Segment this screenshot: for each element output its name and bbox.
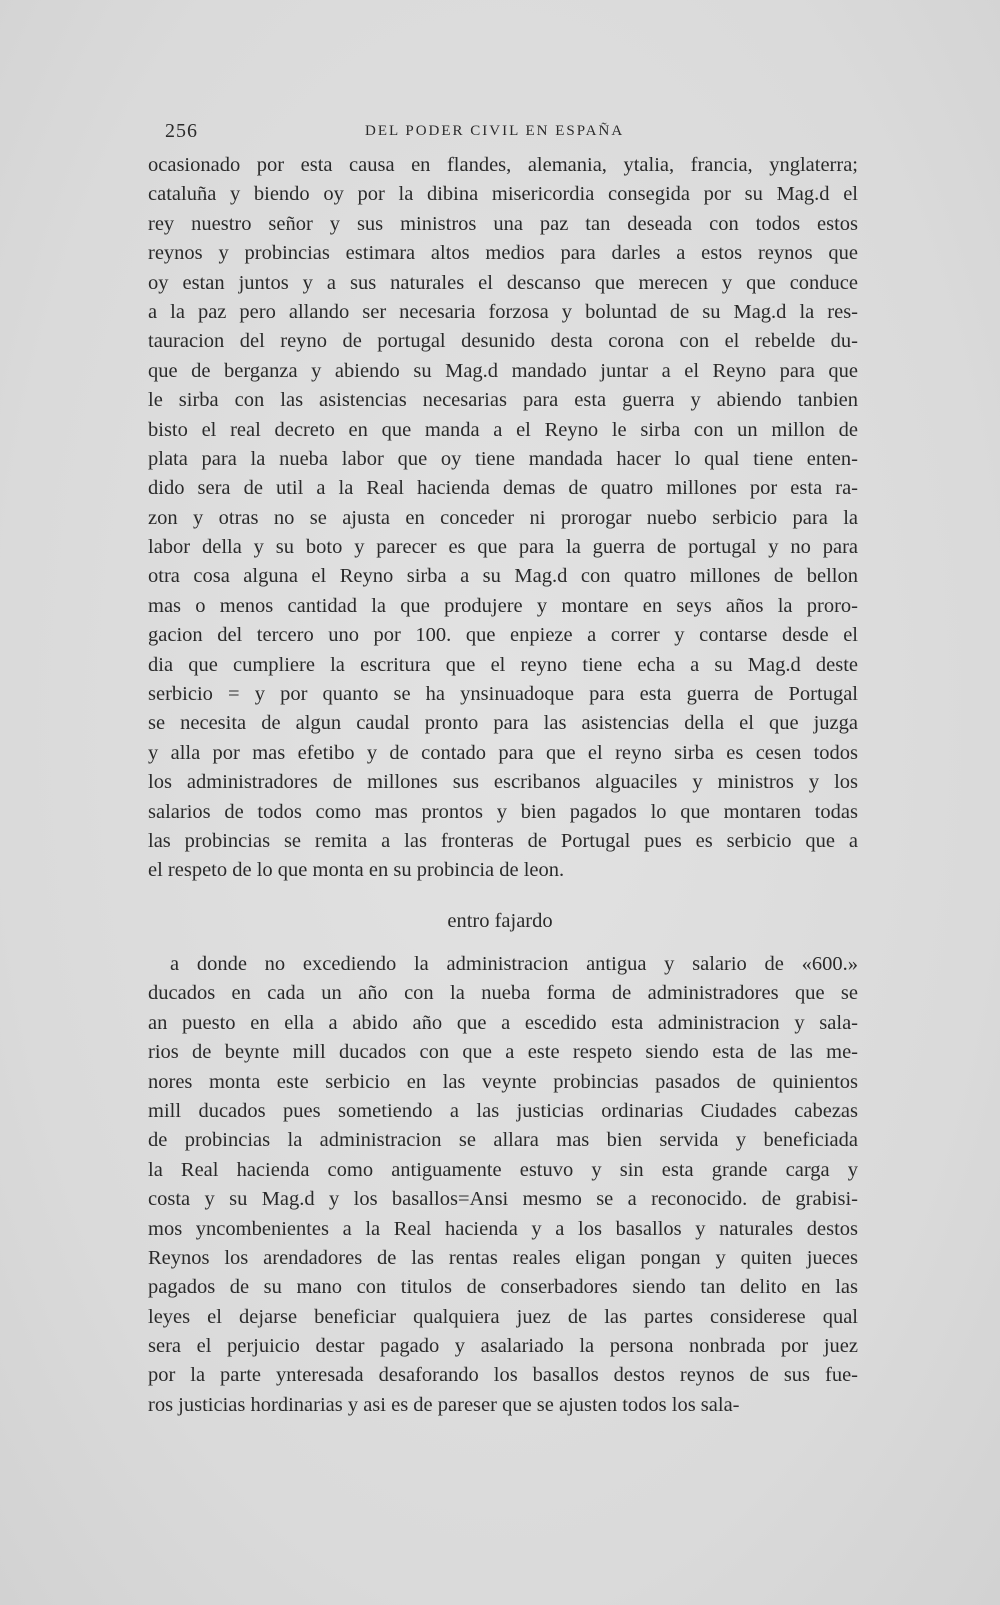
- text-line: salarios de todos como mas prontos y bien pagados lo que montaren todas: [148, 800, 858, 823]
- text-line: tauracion del reyno de portugal desunido desta corona con el rebelde du-: [148, 330, 858, 353]
- text-line: mill ducados pues sometiendo a las justicias ordinarias Ciudades cabezas: [148, 1099, 858, 1122]
- text-line: la Real hacienda como antiguamente estuvo y sin esta grande carga y: [148, 1158, 858, 1181]
- text-line: dido sera de util a la Real hacienda demas de quatro millones por esta ra-: [148, 477, 858, 500]
- text-line: mos yncombenientes a la Real hacienda y a los basallos y naturales destos: [148, 1217, 858, 1240]
- text-line: Reynos los arendadores de las rentas reales eligan pongan y quiten jueces: [148, 1246, 858, 1269]
- text-line: bisto el real decreto en que manda a el Reyno le sirba con un millon de: [148, 418, 858, 441]
- text-line: los administradores de millones sus escribanos alguaciles y ministros y los: [148, 771, 858, 794]
- text-line: se necesita de algun caudal pronto para las asistencias della el que juzga: [148, 712, 858, 735]
- text-line: sera el perjuicio destar pagado y asalariado la persona nonbrada por juez: [148, 1335, 858, 1358]
- text-line: por la parte ynteresada desaforando los basallos destos reynos de sus fue-: [148, 1364, 858, 1387]
- text-line: leyes el dejarse beneficiar qualquiera juez de las partes considerese qual: [148, 1305, 858, 1328]
- text-line: que de berganza y abiendo su Mag.d mandado juntar a el Reyno para que: [148, 359, 858, 382]
- page-header: [165, 120, 855, 144]
- body-paragraph-1: [148, 151, 858, 886]
- text-line: gacion del tercero uno por 100. que enpieze a correr y contarse desde el: [148, 624, 858, 647]
- text-line: el respeto de lo que monta en su probincia de leon.: [148, 859, 565, 882]
- text-line: las probincias se remita a las fronteras de Portugal pues es serbicio que a: [148, 829, 858, 852]
- text-line: mas o menos cantidad la que produjere y montare en seys años la proro-: [148, 594, 858, 617]
- text-line: plata para la nueba labor que oy tiene mandada hacer lo qual tiene enten-: [148, 447, 858, 470]
- text-line: serbicio = y por quanto se ha ynsinuadoque para esta guerra de Portugal: [148, 683, 858, 706]
- text-line: ros justicias hordinarias y asi es de pareser que se ajusten todos los sala-: [148, 1393, 740, 1416]
- body-paragraph-2: [148, 950, 858, 1420]
- text-line: a la paz pero allando ser necesaria forzosa y boluntad de su Mag.d la res-: [148, 300, 858, 323]
- text-line: le sirba con las asistencias necesarias para esta guerra y abiendo tanbien: [148, 389, 858, 412]
- text-line: costa y su Mag.d y los basallos=Ansi mesmo se a reconocido. de grabisi-: [148, 1188, 858, 1211]
- text-line: oy estan juntos y a sus naturales el descanso que merecen y que conduce: [148, 271, 858, 294]
- running-head: DEL PODER CIVIL EN ESPAÑA: [365, 123, 625, 139]
- text-line: rios de beynte mill ducados con que a este respeto siendo esta de las me-: [148, 1041, 858, 1064]
- text-line: a donde no excediendo la administracion antigua y salario de «600.»: [170, 953, 858, 975]
- text-line: dia que cumpliere la escritura que el reyno tiene echa a su Mag.d deste: [148, 653, 858, 676]
- text-line: labor della y su boto y parecer es que para la guerra de portugal y no para: [148, 536, 858, 559]
- text-line: ducados en cada un año con la nueba forma de administradores que se: [148, 982, 858, 1005]
- text-line: pagados de su mano con titulos de conserbadores siendo tan delito en las: [148, 1276, 858, 1299]
- text-line: y alla por mas efetibo y de contado para que el reyno sirba es cesen todos: [148, 741, 858, 764]
- text-line: nores monta este serbicio en las veynte probincias pasados de quinientos: [148, 1070, 858, 1093]
- text-line: otra cosa alguna el Reyno sirba a su Mag.d con quatro millones de bellon: [148, 565, 858, 588]
- section-heading: entro fajardo: [447, 910, 553, 932]
- text-line: ocasionado por esta causa en flandes, alemania, ytalia, francia, ynglaterra;: [148, 154, 858, 176]
- text-line: reynos y probincias estimara altos medios para darles a estos reynos que: [148, 242, 858, 265]
- text-line: zon y otras no se ajusta en conceder ni prorogar nuebo serbicio para la: [148, 506, 858, 529]
- text-line: rey nuestro señor y sus ministros una paz tan deseada con todos estos: [148, 212, 858, 235]
- text-line: cataluña y biendo oy por la dibina misericordia consegida por su Mag.d el: [148, 183, 858, 206]
- page-number: 256: [165, 120, 198, 142]
- text-line: an puesto en ella a abido año que a escedido esta administracion y sala-: [148, 1011, 858, 1034]
- text-line: de probincias la administracion se allara mas bien servida y beneficiada: [148, 1129, 858, 1152]
